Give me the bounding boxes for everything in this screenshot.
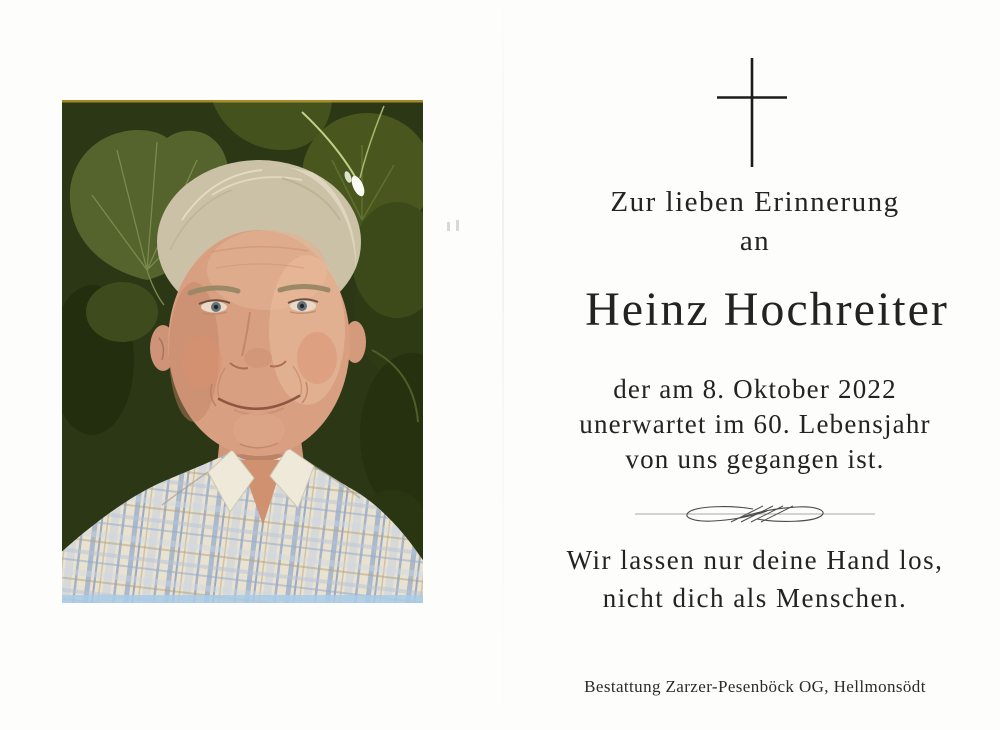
obituary-line: unerwartet im 60. Lebensjahr [579,409,931,439]
portrait-photo-graphic [62,100,423,603]
scan-artifact [447,222,450,231]
quote-line: Wir lassen nur deine Hand los, [566,545,944,575]
obituary-text [505,372,1000,477]
card-fold-shadow [502,0,504,730]
farewell-quote [505,541,1000,617]
photo-bottom-scan-strip [62,595,423,603]
portrait-photo [62,100,423,603]
deceased-name: Heinz Hochreiter [585,283,949,336]
obituary-line: der am 8. Oktober 2022 [613,374,897,404]
memorial-line2: an [739,225,771,257]
memorial-intro [505,183,1000,260]
quote-line: nicht dich als Menschen. [602,583,908,613]
memorial-line1: Zur lieben Erinnerung [610,186,900,218]
portrait-face [168,230,350,456]
flourish-divider-icon [635,500,875,528]
obituary-line: von uns gegangen ist. [625,444,885,474]
latin-cross-icon [712,57,792,169]
scan-artifact [456,220,459,231]
funeral-home-line: Bestattung Zarzer-Pesenböck OG, Hellmonsödt [584,677,926,696]
photo-top-scan-line [62,100,423,103]
